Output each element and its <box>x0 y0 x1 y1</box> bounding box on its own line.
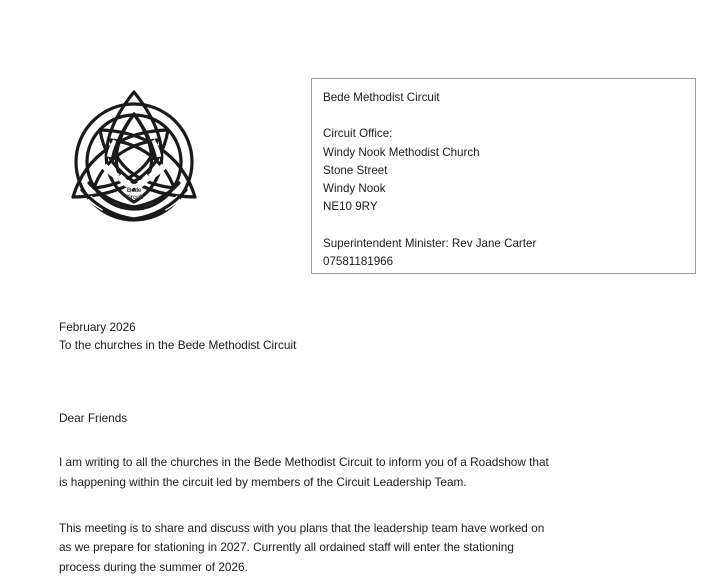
address-line-1: Windy Nook Methodist Church <box>323 145 480 159</box>
paragraph-2-line-1: This meeting is to share and discuss with you plans that the leadership team have worked on <box>59 521 545 536</box>
letter-body <box>59 318 664 577</box>
superintendent-minister: Superintendent Minister: Rev Jane Carter <box>323 236 537 250</box>
letter-date: February 2026 <box>59 320 136 334</box>
address-spacer-2 <box>323 216 695 234</box>
logo-microtext-line1: Bede <box>126 187 142 194</box>
letter-paragraph-1 <box>59 453 664 492</box>
circuit-office-label: Circuit Office: <box>323 127 393 141</box>
paragraph-1-line-1: I am writing to all the churches in the Bede Methodist Circuit to inform you of a Roadshow that <box>59 455 549 470</box>
triquetra-knot-icon <box>73 92 195 220</box>
triquetra-logo <box>56 84 212 226</box>
paragraph-2-line-3: process during the summer of 2026. <box>59 559 248 574</box>
contact-phone-number: 07581181966 <box>323 254 394 268</box>
letter-paragraph-2 <box>59 519 664 577</box>
organisation-name: Bede Methodist Circuit <box>323 91 440 104</box>
address-line-2: Stone Street <box>323 163 388 177</box>
letter-salutation: Dear Friends <box>59 410 128 425</box>
paragraph-1-line-2: is happening within the circuit led by members of the Circuit Leadership Team. <box>59 474 467 489</box>
address-line-3: Windy Nook <box>323 182 386 195</box>
logo-microtext-line2: Circuit <box>124 194 144 201</box>
paragraph-2-line-2: as we prepare for stationing in 2027. Currently all ordained staff will enter the stationing <box>59 540 514 555</box>
letter-recipient: To the churches in the Bede Methodist Circuit <box>59 338 297 353</box>
address-spacer-1 <box>323 107 695 125</box>
letter-salutation-block <box>59 409 664 427</box>
letterhead-address-box <box>311 78 696 274</box>
date-and-recipient-block <box>59 318 664 355</box>
address-postcode: NE10 9RY <box>323 200 378 214</box>
